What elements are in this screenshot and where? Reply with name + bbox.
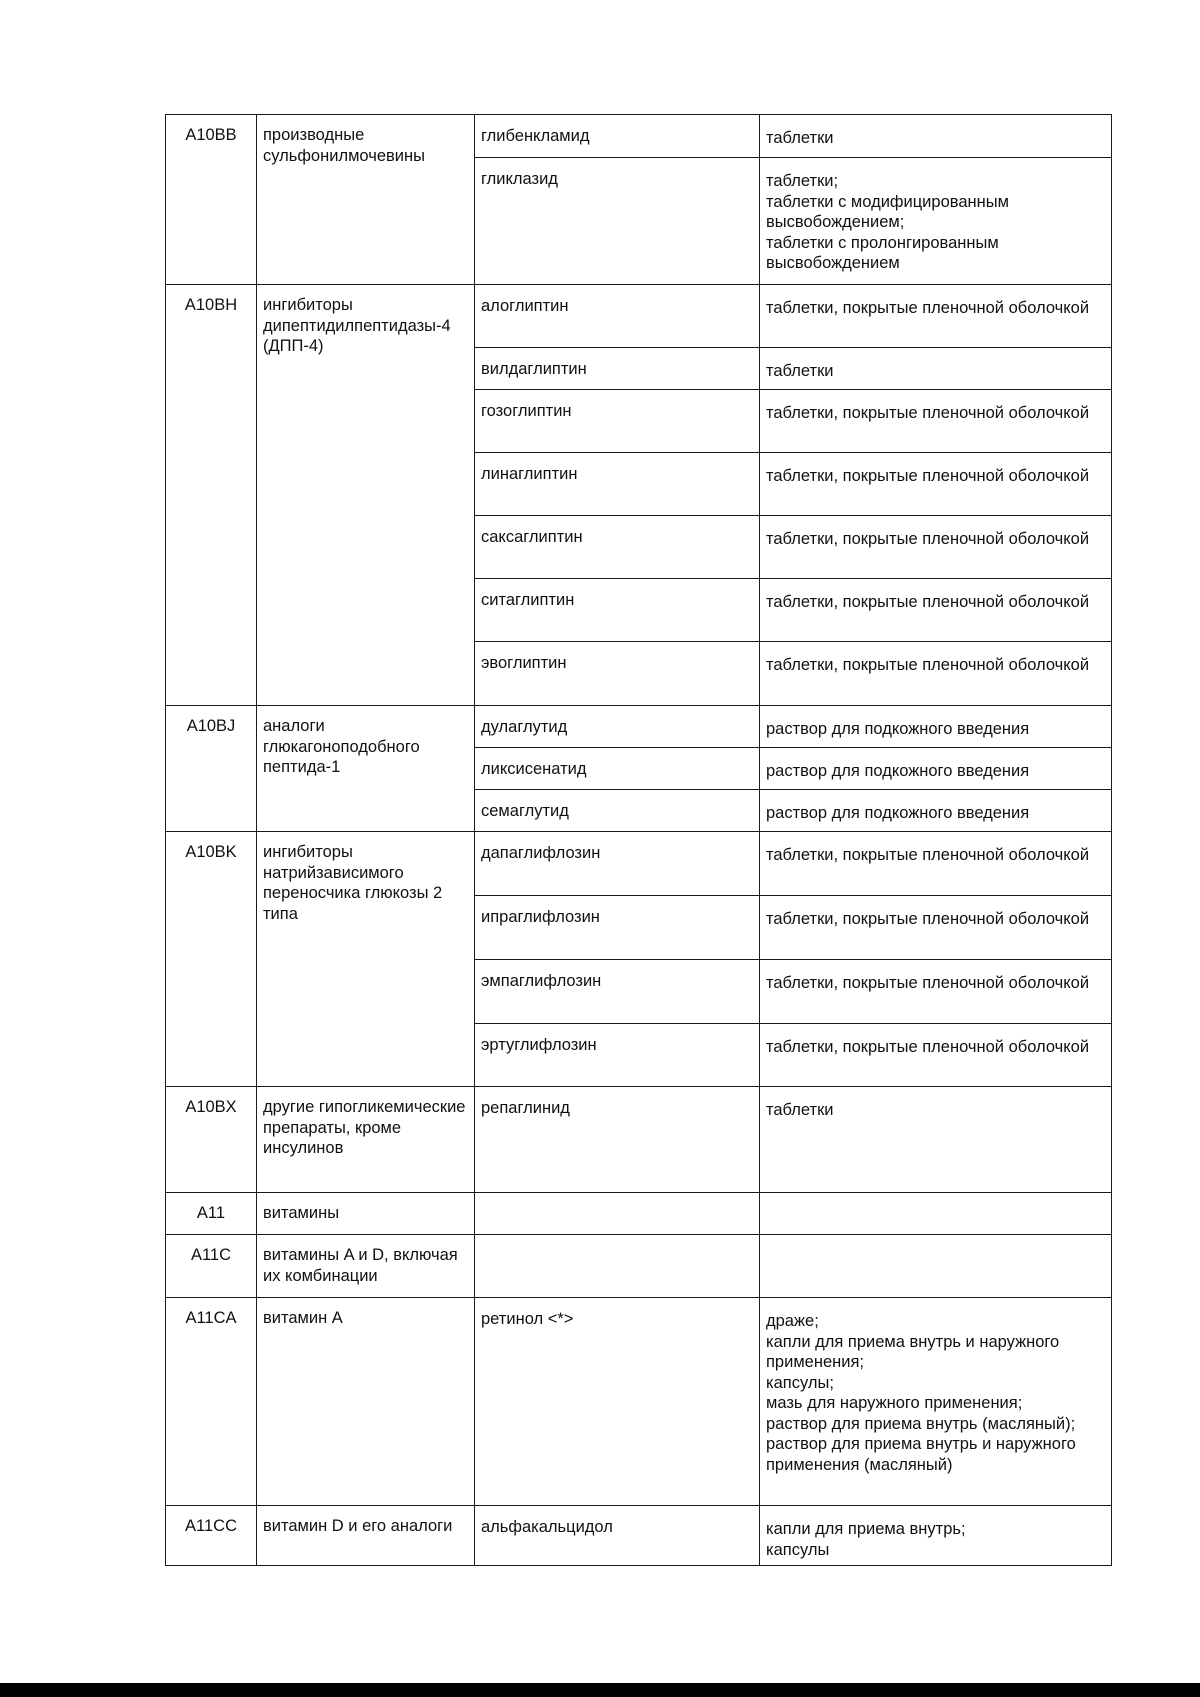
drug-name-cell: эвоглиптин xyxy=(475,642,760,706)
dosage-form-cell xyxy=(760,1087,1112,1193)
table-row xyxy=(166,706,1112,748)
dosage-form-cell xyxy=(760,1024,1112,1087)
anatomical-group-cell: витамин A xyxy=(257,1298,475,1506)
table-row xyxy=(166,1193,1112,1235)
dosage-form-line: драже; xyxy=(766,1312,819,1330)
dosage-form-cell xyxy=(760,348,1112,390)
table-row xyxy=(166,832,1112,896)
dosage-form-line: капсулы; xyxy=(766,1373,834,1392)
dosage-form-line: таблетки xyxy=(766,129,834,147)
atc-code-cell: A10BB xyxy=(166,115,257,285)
dosage-form-line: раствор для приема внутрь (масляный); xyxy=(766,1414,1076,1433)
drug-name-cell: ликсисенатид xyxy=(475,748,760,790)
table-row xyxy=(166,115,1112,158)
table-row xyxy=(166,1087,1112,1193)
anatomical-group-cell: ингибиторы натрийзависимого переносчика глюкозы 2 типа xyxy=(257,832,475,1087)
drug-name-cell: линаглиптин xyxy=(475,453,760,516)
dosage-form-line: таблетки; xyxy=(766,172,839,190)
dosage-form-line: таблетки xyxy=(766,1101,834,1119)
dosage-form-line: раствор для подкожного введения xyxy=(766,720,1030,738)
dosage-form-line: раствор для подкожного введения xyxy=(766,804,1030,822)
drug-name-cell: саксаглиптин xyxy=(475,516,760,579)
atc-code-cell: A10BX xyxy=(166,1087,257,1193)
dosage-form-cell xyxy=(760,706,1112,748)
dosage-form-cell xyxy=(760,516,1112,579)
atc-code-cell: A11C xyxy=(166,1235,257,1298)
drug-name-cell: дапаглифлозин xyxy=(475,832,760,896)
anatomical-group-cell: витамин D и его аналоги xyxy=(257,1506,475,1566)
drug-name-cell: вилдаглиптин xyxy=(475,348,760,390)
dosage-form-cell xyxy=(760,1298,1112,1506)
dosage-form-cell xyxy=(760,115,1112,158)
dosage-form-cell xyxy=(760,832,1112,896)
dosage-form-cell xyxy=(760,285,1112,348)
dosage-form-line: таблетки с пролонгированным высвобождением xyxy=(766,233,999,272)
drug-name-cell: глибенкламид xyxy=(475,115,760,158)
drug-name-cell: ретинол <*> xyxy=(475,1298,760,1506)
anatomical-group-cell: другие гипогликемические препараты, кроме инсулинов xyxy=(257,1087,475,1193)
dosage-form-line: таблетки xyxy=(766,362,834,380)
table-row xyxy=(166,285,1112,348)
dosage-form-cell xyxy=(760,158,1112,285)
drug-list-table xyxy=(165,114,1112,1566)
dosage-form-cell xyxy=(760,896,1112,960)
drug-name-cell: гликлазид xyxy=(475,158,760,285)
dosage-form-line: раствор для подкожного введения xyxy=(766,762,1030,780)
table-row xyxy=(166,1506,1112,1566)
dosage-form-line: капли для приема внутрь и наружного применения; xyxy=(766,1332,1060,1371)
drug-name-cell: ипраглифлозин xyxy=(475,896,760,960)
dosage-form-line: таблетки, покрытые пленочной оболочкой xyxy=(766,656,1090,674)
dosage-form-cell xyxy=(760,1235,1112,1298)
drug-name-cell xyxy=(475,1235,760,1298)
dosage-form-line: таблетки, покрытые пленочной оболочкой xyxy=(766,910,1090,928)
dosage-form-cell xyxy=(760,748,1112,790)
dosage-form-line: капли для приема внутрь; xyxy=(766,1520,966,1538)
atc-code-cell: A10BJ xyxy=(166,706,257,832)
dosage-form-line: таблетки, покрытые пленочной оболочкой xyxy=(766,974,1090,992)
dosage-form-cell xyxy=(760,960,1112,1024)
anatomical-group-cell: аналоги глюкагоноподобного пептида-1 xyxy=(257,706,475,832)
table-row xyxy=(166,1298,1112,1506)
anatomical-group-cell: ингибиторы дипептидилпептидазы-4 (ДПП-4) xyxy=(257,285,475,706)
dosage-form-line: раствор для приема внутрь и наружного применения (масляный) xyxy=(766,1435,1076,1474)
dosage-form-cell xyxy=(760,579,1112,642)
dosage-form-line: таблетки, покрытые пленочной оболочкой xyxy=(766,467,1090,485)
anatomical-group-cell: витамины xyxy=(257,1193,475,1235)
dosage-form-line: таблетки, покрытые пленочной оболочкой xyxy=(766,1038,1090,1056)
atc-code-cell: A10BK xyxy=(166,832,257,1087)
atc-code-cell: A10BH xyxy=(166,285,257,706)
dosage-form-cell xyxy=(760,453,1112,516)
anatomical-group-cell: витамины A и D, включая их комбинации xyxy=(257,1235,475,1298)
dosage-form-cell xyxy=(760,1193,1112,1235)
drug-name-cell xyxy=(475,1193,760,1235)
table-row xyxy=(166,1235,1112,1298)
drug-name-cell: альфакальцидол xyxy=(475,1506,760,1566)
scan-bottom-edge xyxy=(0,1683,1200,1697)
dosage-form-cell xyxy=(760,390,1112,453)
dosage-form-line: таблетки, покрытые пленочной оболочкой xyxy=(766,593,1090,611)
dosage-form-line: таблетки, покрытые пленочной оболочкой xyxy=(766,299,1090,317)
atc-code-cell: A11 xyxy=(166,1193,257,1235)
atc-code-cell: A11CC xyxy=(166,1506,257,1566)
drug-name-cell: алоглиптин xyxy=(475,285,760,348)
drug-name-cell: семаглутид xyxy=(475,790,760,832)
dosage-form-line: капсулы xyxy=(766,1540,830,1559)
dosage-form-line: таблетки, покрытые пленочной оболочкой xyxy=(766,846,1090,864)
drug-name-cell: ситаглиптин xyxy=(475,579,760,642)
drug-name-cell: дулаглутид xyxy=(475,706,760,748)
dosage-form-line: таблетки, покрытые пленочной оболочкой xyxy=(766,530,1090,548)
dosage-form-line: мазь для наружного применения; xyxy=(766,1394,1023,1412)
drug-name-cell: эртуглифлозин xyxy=(475,1024,760,1087)
dosage-form-line: таблетки, покрытые пленочной оболочкой xyxy=(766,404,1090,422)
atc-code-cell: A11CA xyxy=(166,1298,257,1506)
dosage-form-cell xyxy=(760,1506,1112,1566)
dosage-form-cell xyxy=(760,642,1112,706)
dosage-form-line: таблетки с модифицированным высвобождением; xyxy=(766,192,1009,231)
drug-name-cell: эмпаглифлозин xyxy=(475,960,760,1024)
table-body xyxy=(166,115,1112,1566)
drug-name-cell: репаглинид xyxy=(475,1087,760,1193)
drug-name-cell: гозоглиптин xyxy=(475,390,760,453)
anatomical-group-cell: производные сульфонилмочевины xyxy=(257,115,475,285)
dosage-form-cell xyxy=(760,790,1112,832)
